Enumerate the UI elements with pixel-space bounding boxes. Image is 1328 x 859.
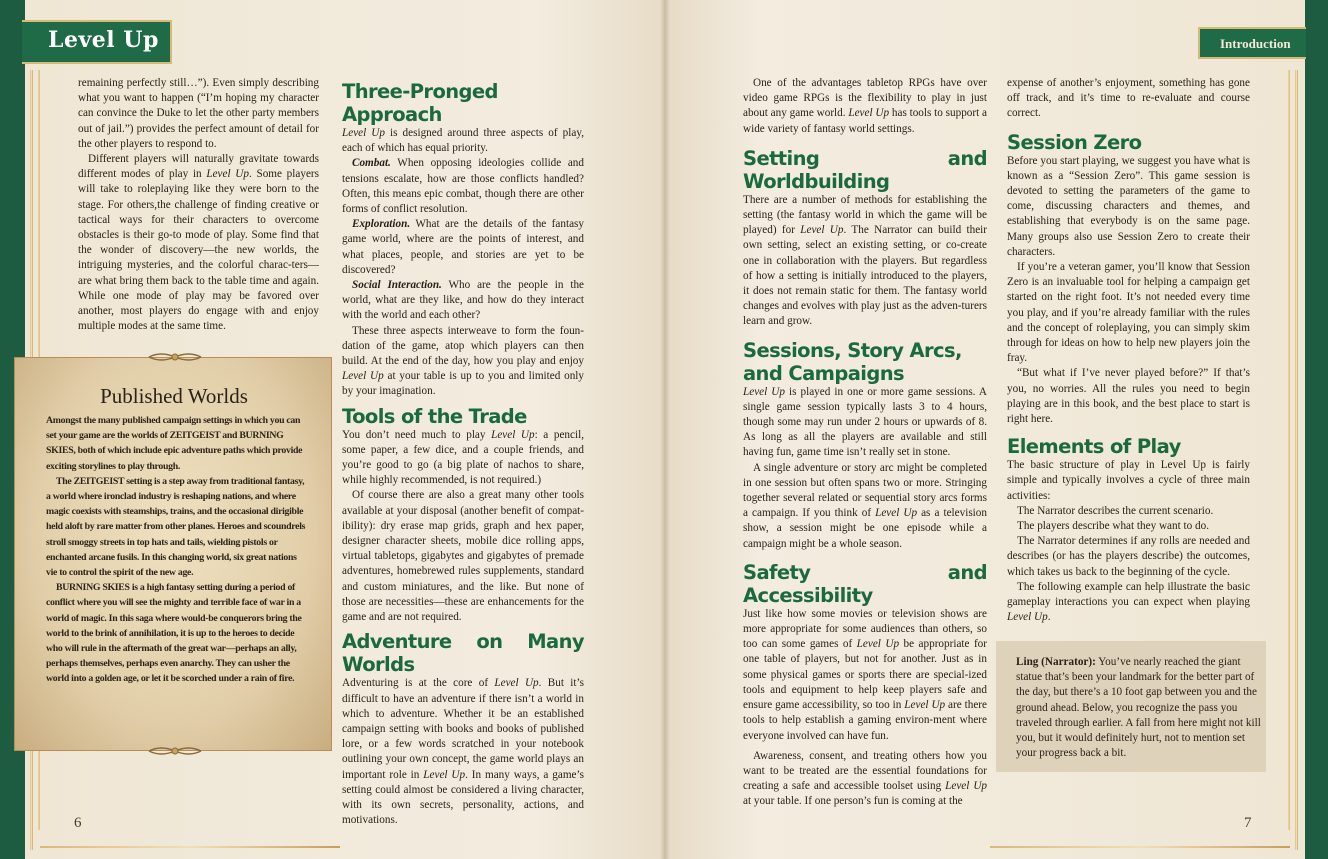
- aspects-paragraph: [342, 324, 584, 400]
- column-2: [342, 80, 584, 828]
- text-run: A single adventure or story arc might be completed in one session but often spans two or more. Stringing together several related or sequential story arcs forms a campaign. If you think of: [743, 461, 987, 520]
- column-4: [1007, 76, 1250, 626]
- text-run-italic: Level Up: [800, 224, 844, 237]
- text-run-italic: Level Up: [494, 677, 539, 690]
- session-zero-paragraph-3: “But what if I’ve never played before?” If that’s you, no worries. All the rules you need to begin playing are in this book, and the best place to start is right here.: [1007, 367, 1250, 426]
- published-worlds-sidebar: [14, 357, 332, 751]
- combat-label: Combat.: [352, 157, 391, 170]
- introduction-header-tab: [1198, 27, 1306, 59]
- text-run: Just like how some movies or television shows are more appropriate for some audiences than others, so too can some games of: [743, 607, 987, 651]
- narrator-speaker: Ling (Narrator):: [1016, 656, 1096, 668]
- sidebar-paragraph-1: Amongst the many published campaign settings in which you can set your game are the worlds of ZEITGEIST and BURNING SKIES, both of which include epic adventure paths which provide exciting storylines to play through.: [46, 415, 303, 472]
- safety-paragraph: [743, 607, 987, 744]
- elements-step-2: The players describe what they want to do.: [1017, 520, 1209, 533]
- tools-paragraph-2: Of course there are also a great many other tools available at your disposal (another benefit of compat-ibility): dry erase map grids, graph and hex paper, designer character sheets, mobile dice rolling apps, virtual tabletops, gigabytes and gigabytes of premade adventures, homebrewed rules supplements, standard and custom miniatures, and the like. But none of those are necessities—these are enhancements for the game and are not required.: [342, 489, 584, 624]
- text-run: . Some players will take to roleplaying like they were born to the stage. For others,the challenge of finding creative or tactical ways for their characters to overcome obstacles is their go-to mode of play. Some find that the wonder of discovery—the new worlds, the intriguing mysteries, and the colorful charac-ters—are what bring them back to the table time and again. While one mode of play may be favored over another, most players do engage with and enjoy multiple modes at the same time.: [78, 168, 319, 333]
- narrator-example-box: [996, 641, 1266, 772]
- heading-setting-and-worldbuilding: Setting and Worldbuilding: [743, 146, 987, 193]
- text-run: The following example can help illustrate the basic gameplay interactions you can expect when playing: [1007, 580, 1250, 609]
- text-run-italic: Level Up: [945, 780, 987, 793]
- text-run-italic: Level Up: [342, 370, 384, 383]
- text-run: These three aspects interweave to form the foun-dation of the game, atop which players can then build. At the end of the day, how you play and enjoy: [342, 324, 584, 368]
- text-run: are there tools to help establish a gaming environ-ment where everyone involved can have fun.: [743, 699, 987, 742]
- col3-intro: [743, 76, 987, 137]
- text-run: has tools to support a wide variety of fantasy world settings.: [743, 107, 988, 135]
- social-paragraph: [342, 278, 584, 324]
- col4-intro: expense of another’s enjoyment, something has gone off track, and it’s time to re-evaluate and course correct.: [1007, 77, 1250, 120]
- text-run: as a television show, a session might be one episode while a campaign might be a whole season.: [743, 507, 987, 550]
- page-number-right: 7: [1244, 815, 1252, 831]
- sessions-paragraph-2: [743, 461, 987, 552]
- text-run-italic: Level Up: [423, 768, 466, 781]
- text-run: Who are the people in the world, what are they like, and how do they interact with the world and each other?: [342, 279, 585, 322]
- awareness-paragraph: [743, 749, 987, 810]
- combat-paragraph: [342, 156, 584, 217]
- col2-intro: [342, 126, 584, 156]
- level-up-logo-text: Level Up: [48, 27, 159, 53]
- text-run-italic: Level Up: [856, 638, 900, 651]
- heading-sessions-story-arcs: [743, 339, 987, 385]
- text-run: is played in one or more game sessions. A single game session typically lasts 3 to 4 hours, though some may run under 2 hours or upwards of 8. As long as all the players are available and still having fun, game time isn’t really set in stone.: [743, 385, 987, 459]
- elements-paragraph-2: [1007, 580, 1250, 626]
- text-run-italic: Level Up: [206, 168, 249, 181]
- session-zero-paragraph-2: If you’re a veteran gamer, you’ll know that Session Zero is an invaluable tool for helping a campaign get started on the right foot. It’s not needed every time you play, and if you’re already familiar with the rules and the concept of roleplaying, you can simply skim through for ideas on how to help new players join the fray.: [1007, 261, 1250, 365]
- text-run-italic: Level Up: [904, 699, 946, 712]
- sessions-paragraph-1: [743, 385, 987, 461]
- heading-elements-of-play: Elements of Play: [1007, 435, 1181, 459]
- text-run: When opposing ideologies collide and tensions escalate, how are those conflicts handled? Often, this means epic combat, though there are other forms of conflict resolution.: [342, 157, 584, 216]
- ornament-icon: [147, 350, 203, 364]
- ornament-icon: [147, 744, 203, 758]
- text-run: One of the advantages tabletop RPGs have over video game RPGs is the flexibility to play in just about any game world.: [743, 77, 987, 120]
- text-run: : a pencil, some paper, a few dice, and a couple friends, and you’re good to go (a big plate of nachos to share, while highly recommended, is not required.): [342, 428, 584, 487]
- text-run-italic: Level Up: [848, 107, 890, 120]
- page-gutter: [660, 0, 670, 859]
- heading-three-pronged-approach: Three-Pronged Approach: [342, 80, 498, 126]
- sidebar-paragraph-2: The ZEITGEIST setting is a step away from traditional fantasy, a world where ironclad industry is reshaping nations, and where magic coexists with steamships, trains, and the occasional dirigible held aloft by rare matter from other planes. Heroes and scoundrels stroll smoggy streets in top hats and tails, wielding pistols or enchanted arcane fusils. In this changing world, six great nations vie to control the spirit of the new age.: [46, 475, 306, 579]
- heading-line: and Campaigns: [743, 361, 905, 385]
- text-run-italic: Level Up: [491, 428, 535, 441]
- exploration-paragraph: [342, 217, 584, 278]
- text-run: Different players will naturally gravitate towards different modes of play in: [78, 153, 319, 181]
- heading-safety-and-accessibility: Safety and Accessibility: [743, 560, 987, 607]
- text-run: There are a number of methods for establishing the setting (the fantasy world in which the game will be played) for: [743, 193, 987, 237]
- text-run: You don’t need much to play: [342, 428, 492, 441]
- sidebar-title: Published Worlds: [100, 384, 248, 408]
- text-run: Adventuring is at the core of: [342, 677, 495, 690]
- col1-paragraph-1: remaining perfectly still…”). Even simply describing what you want to happen (“I’m hoping my character can convince the Duke to let the other party members out of jail.”) provides the perfect amount of detail for the other players to respond to.: [78, 77, 319, 150]
- col1-paragraph-2: [78, 152, 319, 334]
- text-run: You’ve nearly reached the giant statue that’s been your landmark for the better part of the day, but there’s a 10 foot gap between you and the ground ahead. Below, you recognize the pass you traveled through earlier. A fall from here might not kill you, but it would definitely hurt, not to mention set your progress back a bit.: [1016, 656, 1261, 760]
- right-bottom-frame: [990, 846, 1290, 848]
- social-label: Social Interaction.: [352, 279, 442, 292]
- heading-session-zero: Session Zero: [1007, 130, 1142, 154]
- tools-paragraph-1: [342, 428, 584, 489]
- left-bottom-frame: [40, 846, 340, 848]
- text-run: at your table. If one person’s fun is coming at the: [743, 795, 963, 808]
- sidebar-body: [46, 413, 306, 687]
- text-run: . But it’s difficult to have an adventure if there isn’t a world in which to adventure. Whether it be an established campaign setting with books and books of published lore, or a few words scratched in your notebook outlining your own concept, the game world plays an important role in: [342, 677, 584, 781]
- heading-adventure-on-many-worlds: Adventure on Many Worlds: [342, 630, 584, 677]
- elements-paragraph-1: The basic structure of play in Level Up is fairly simple and typically involves a cycle of three main activities:: [1007, 459, 1250, 502]
- right-frame-line-inner: [1288, 70, 1290, 830]
- text-run: be appropriate for one table of players, but not for another. Just as in some physical games or sports there are special-ized tools and equipment to help keep players safe and ensure game accessibility, so too in: [743, 638, 987, 712]
- column-1: [78, 76, 319, 334]
- text-run-italic: Level Up: [1007, 611, 1048, 624]
- text-run-italic: Level Up: [342, 127, 385, 139]
- heading-tools-of-the-trade: Tools of the Trade: [342, 404, 527, 428]
- column-3: [743, 76, 987, 810]
- text-run: at your table is up to you and limited only by your imagination.: [342, 370, 584, 398]
- text-run: . The Narrator can build their own setting, select an existing setting, or co-create one in collaboration with the players. But regardless of how a setting is initially introduced to the players, it does not remain static for them. The fantasy world changes and evolves with play just as the adven-turers learn and grow.: [743, 224, 988, 328]
- heading-line: Sessions, Story Arcs,: [743, 338, 962, 362]
- text-run: What are the details of the fantasy game world, where are the points of interest, and what places, people, and stories are yet to be discovered?: [342, 218, 584, 276]
- right-frame-line: [1295, 70, 1298, 850]
- text-run: is designed around three aspects of play, each of which has equal priority.: [342, 127, 584, 155]
- text-run: Awareness, consent, and treating others how you want to be treated are the essential foundations for creating a safe and accessible toolset using: [743, 749, 987, 793]
- session-zero-paragraph-1: Before you start playing, we suggest you have what is known as a “Session Zero”. This game session is devoted to setting the parameters of the game to come, discussing characters and themes, and establishing that everybody is on the same page. Many groups also use Session Zero to create their characters.: [1007, 154, 1250, 258]
- elements-step-1: The Narrator describes the current scenario.: [1017, 504, 1214, 517]
- text-run-italic: Level Up: [743, 385, 785, 398]
- exploration-label: Exploration.: [352, 218, 411, 231]
- level-up-header-tab: [22, 20, 172, 64]
- adventure-paragraph: [342, 676, 584, 828]
- page-number-left: 6: [74, 815, 82, 831]
- elements-step-3: The Narrator determines if any rolls are needed and describes (or has the players describe) the outcomes, which takes us back to the beginning of the cycle.: [1007, 535, 1250, 578]
- section-title: Introduction: [1220, 36, 1291, 51]
- text-run-italic: Level Up: [875, 507, 918, 520]
- narrator-example-text: [1016, 655, 1264, 761]
- setting-paragraph: [743, 193, 987, 330]
- sidebar-paragraph-3: BURNING SKIES is a high fantasy setting during a period of conflict where you will see the mighty and terrible face of war in a world of magic. In this saga where would-be conquerors bring the world to the brink of annihilation, it is up to the heroes to decide who will rule in the aftermath of the great war—perhaps an ally, perhaps themselves, perhaps even anarchy. They can usher the world into a golden age, or let it be scorched under a rain of fire.: [46, 582, 302, 685]
- text-run: . In many ways, a game’s setting could almost be considered a living character, with its own secrets, personality, actions, and motivations.: [342, 768, 584, 827]
- text-run: .: [1047, 611, 1051, 624]
